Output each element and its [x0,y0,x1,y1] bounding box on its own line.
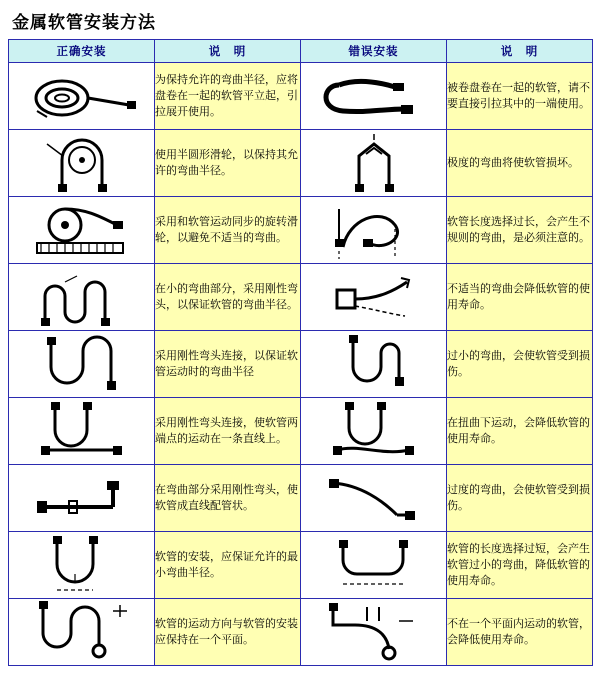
table-row [9,599,593,666]
header-wrong-install: 错误安装 [301,40,447,63]
too-small-bend-icon [309,333,439,395]
u-shape-straight-line-icon [17,400,147,462]
over-bent-pipe-icon [309,467,439,529]
correct-note: 在弯曲部分采用刚性弯头，使软管成直线配管状。 [155,465,301,532]
wrong-diagram-cell [301,331,447,398]
correct-note: 使用半圆形滑轮，以保持其允许的弯曲半径。 [155,130,301,197]
correct-note: 采用刚性弯头连接，使软管两端点的运动在一条直线上。 [155,398,301,465]
wrong-note: 被卷盘卷在一起的软管，请不要直接引拉其中的一端使用。 [447,63,593,130]
wrong-diagram-cell [301,599,447,666]
wrong-note: 不适当的弯曲会降低软管的使用寿命。 [447,264,593,331]
table-row [9,331,593,398]
correct-diagram-cell [9,465,155,532]
wrong-diagram-cell [301,398,447,465]
half-round-pulley-icon [17,132,147,194]
wrong-note: 在扭曲下运动，会降低软管的使用寿命。 [447,398,593,465]
wrong-diagram-cell [301,130,447,197]
table-row [9,532,593,599]
rotating-pulley-chain-icon [17,199,147,261]
twisted-u-hose-icon [309,400,439,462]
correct-note: 软管的安装，应保证允许的最小弯曲半径。 [155,532,301,599]
wrong-diagram-cell [301,63,447,130]
wrong-note: 不在一个平面内运动的软管，会降低使用寿命。 [447,599,593,666]
correct-note: 采用刚性弯头连接，以保证软管运动时的弯曲半径 [155,331,301,398]
wrong-note: 过度的弯曲，会使软管受到损伤。 [447,465,593,532]
table-row [9,465,593,532]
correct-diagram-cell [9,264,155,331]
correct-diagram-cell [9,130,155,197]
wrong-diagram-cell [301,532,447,599]
wrong-diagram-cell [301,465,447,532]
too-long-hose-sag-icon [309,534,439,596]
correct-diagram-cell [9,63,155,130]
wrong-note: 软管的长度选择过短，会产生软管过小的弯曲，降低软管的使用寿命。 [447,532,593,599]
correct-diagram-cell [9,331,155,398]
correct-note: 软管的运动方向与软管的安装应保持在一个平面。 [155,599,301,666]
installation-methods-table [8,39,593,666]
correct-note: 为保持允许的弯曲半径，应将盘卷在一起的软管平立起，引拉展开使用。 [155,63,301,130]
rigid-elbow-u-bend-icon [17,333,147,395]
sharp-bend-pulley-icon [309,132,439,194]
improper-bend-icon [309,266,439,328]
wrong-note: 过小的弯曲，会使软管受到损伤。 [447,331,593,398]
correct-note: 采用和软管运动同步的旋转滑轮，以避免不适当的弯曲。 [155,197,301,264]
correct-diagram-cell [9,197,155,264]
correct-diagram-cell [9,532,155,599]
wrong-note: 极度的弯曲将使软管损坏。 [447,130,593,197]
correct-diagram-cell [9,398,155,465]
wrong-diagram-cell [301,197,447,264]
out-of-plane-motion-icon [309,601,439,663]
header-correct-note: 说 明 [155,40,301,63]
rigid-elbow-small-bend-icon [17,266,147,328]
straight-pipe-elbow-icon [17,467,147,529]
header-wrong-note: 说 明 [447,40,593,63]
table-row [9,197,593,264]
loose-long-hose-icon [309,199,439,261]
table-row [9,130,593,197]
coiled-hose-flat-icon [17,65,147,127]
wrong-note: 软管长度选择过长，会产生不规则的弯曲，是必须注意的。 [447,197,593,264]
page-title: 金属软管安装方法 [12,13,156,33]
coiled-hose-pulled-icon [309,65,439,127]
table-row [9,264,593,331]
table-row [9,398,593,465]
same-plane-motion-icon [17,601,147,663]
correct-diagram-cell [9,599,155,666]
table-row [9,63,593,130]
min-bend-radius-loop-icon [17,534,147,596]
table-header-row [9,40,593,63]
correct-note: 在小的弯曲部分，采用刚性弯头，以保证软管的弯曲半径。 [155,264,301,331]
header-correct-install: 正确安装 [9,40,155,63]
wrong-diagram-cell [301,264,447,331]
